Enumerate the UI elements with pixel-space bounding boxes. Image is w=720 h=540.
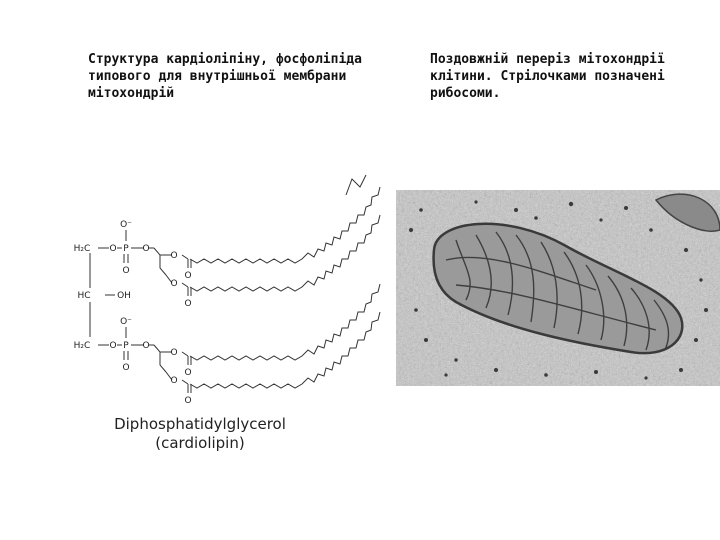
- o-minus-bottom-label: O⁻: [120, 317, 132, 327]
- o-label: O: [170, 348, 178, 358]
- left-caption: Структура кардіоліпіну, фосфоліпіда типового для внутрішньої мембрани мітохондрій: [88, 52, 362, 101]
- o-label: O: [109, 244, 117, 254]
- o-label: O: [142, 341, 150, 351]
- p-top-label: P: [123, 244, 129, 254]
- molecule-alt-name: (cardiolipin): [155, 434, 245, 452]
- o-top-label: O: [122, 266, 130, 276]
- o-label: O: [170, 376, 178, 386]
- oh-label: OH: [117, 291, 131, 301]
- molecule-caption: [60, 415, 340, 453]
- cardiolipin-structure-diagram: [60, 165, 390, 415]
- o-label: O: [184, 299, 192, 309]
- o-label: O: [184, 396, 192, 406]
- h2c-top-label: H₂C: [73, 244, 91, 254]
- o-label: O: [170, 251, 178, 261]
- right-caption: Поздовжній переріз мітохондрії клітини. Стрілочками позначені рибосоми.: [430, 52, 665, 101]
- o-label: O: [170, 279, 178, 289]
- o-bottom-label: O: [122, 363, 130, 373]
- molecule-name: Diphosphatidylglycerol: [114, 415, 286, 433]
- h2c-bottom-label: H₂C: [73, 341, 91, 351]
- o-label: O: [109, 341, 117, 351]
- o-label: O: [184, 368, 192, 378]
- hc-label: HC: [77, 291, 91, 301]
- p-bottom-label: P: [123, 341, 129, 351]
- o-label: O: [142, 244, 150, 254]
- mitochondrion-micrograph: [396, 190, 720, 386]
- o-minus-top-label: O⁻: [120, 220, 132, 230]
- o-label: O: [184, 271, 192, 281]
